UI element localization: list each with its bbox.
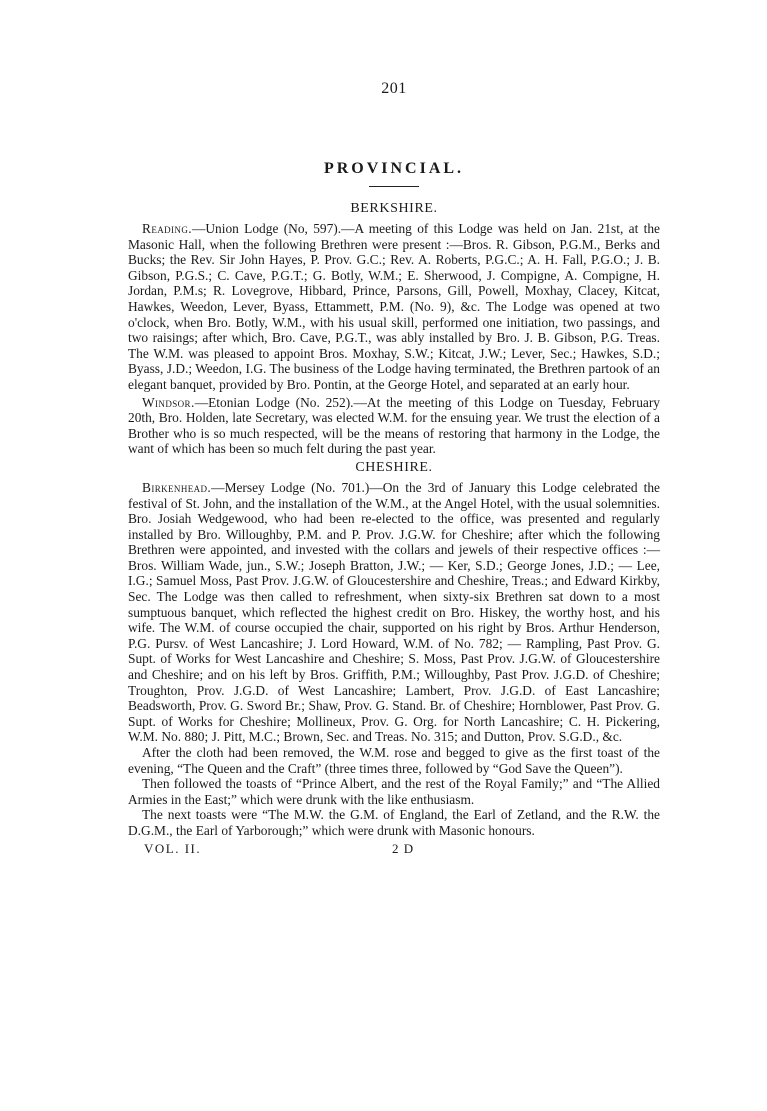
article-paragraph xyxy=(128,221,660,393)
article-paragraph xyxy=(128,395,660,457)
county-heading-berkshire: BERKSHIRE. xyxy=(350,201,438,216)
section-title: PROVINCIAL. xyxy=(323,160,465,177)
county-heading-cheshire: CHESHIRE. xyxy=(355,459,433,475)
article-paragraph xyxy=(128,480,660,745)
paragraph-text: Then followed the toasts of “Prince Albert, and the rest of the Royal Family;” and “The Allied Armies in the East;” which were drunk with the like enthusiasm. xyxy=(128,776,660,807)
article-paragraph xyxy=(128,807,660,838)
place-lead: Birkenhead. xyxy=(142,479,212,495)
title-rule xyxy=(369,186,419,187)
signature-mark: 2 D xyxy=(392,840,415,856)
volume-label: VOL. II. xyxy=(144,840,202,856)
place-lead: Reading. xyxy=(142,221,192,236)
document-page xyxy=(128,70,660,857)
place-lead: Windsor. xyxy=(142,394,195,410)
paragraph-text: —Union Lodge (No, 597).—A meeting of this Lodge was held on Jan. 21st, at the Masonic Hall, when the following Brethren were present :—Bros. R. Gibson, P.G.M., Berks and Bucks; the Rev. Sir John Hayes, P. Prov. G.C.; Rev. A. Roberts, P.G.C.; A. H. Fall, P.G.O.; J. B. Gibson, P.G.S.; C. Cave, P.G.T.; G. Botly, W.M.; E. Sherwood, J. Compigne, A. Compigne, H. Jordan, P.M.s; R. Lovegrove, Hibbard, Prince, Parsons, Gill, Powell, Moxhay, Clacey, Kitcat, Hawkes, Weedon, Lever, Byass, Ettammett, P.M. (No. 9), &c. The Lodge was opened at two o'clock, when Bro. Botly, W.M., with his usual skill, performed one initiation, two passings, and two raisings; after which, Bro. Cave, P.G.T., was ably installed by Bro. J. B. Gibson, P.G. Treas. The W.M. was pleased to appoint Bros. Moxhay, S.W.; Kitcat, J.W.; Lever, Sec.; Hawkes, S.D.; Byass, J.D.; Weedon, I.G. The business of the Lodge having terminated, the Brethren partook of an elegant banquet, provided by Bro. Pontin, at the George Hotel, and separated at an early hour. xyxy=(128,221,660,392)
page-number: 201 xyxy=(381,80,407,97)
paragraph-text: —Etonian Lodge (No. 252).—At the meeting of this Lodge on Tuesday, February 20th, Bro. Holden, late Secretary, was elected W.M. for the ensuing year. We trust the election of a Brother who is so much respected, will be the means of restoring that harmony in the Lodge, the want of which has been so much felt during the past year. xyxy=(128,394,660,457)
paragraph-text: —Mersey Lodge (No. 701.)—On the 3rd of January this Lodge celebrated the festival of St. John, and the installation of the W.M., at the Angel Hotel, with the usual solemnities. Bro. Josiah Wedgewood, who had been re-elected to the office, was presented and regularly installed by Bro. Willoughby, P.M. and P. Prov. J.G.W. for Cheshire; after which the following Brethren were appointed, and invested with the collars and jewels of their respective offices :—Bros. William Wade, jun., S.W.; Joseph Bratton, J.W.; — Ker, S.D.; George Jones, J.D.; — Lee, I.G.; Samuel Moss, Past Prov. J.G.W. of Gloucestershire and Cheshire, Treas.; and Edward Kirkby, Sec. The Lodge was then called to refreshment, when sixty-six Brethren sat down to a most sumptuous banquet, which reflected the highest credit on Bro. Hiskey, the worthy host, and his wife. The W.M. of course occupied the chair, supported on his right by Bros. Arthur Henderson, P.G. Pursv. of West Lancashire; J. Lord Howard, W.M. of No. 782; — Rampling, Past Prov. G. Supt. of Works for West Lancashire and Cheshire; S. Moss, Past Prov. J.G.W. of Gloucestershire and Cheshire; and on his left by Bros. Griffith, P.M.; Willoughby, Past Prov. J.G.D. of Cheshire; Troughton, Prov. J.G.D. of West Lancashire; Lambert, Prov. J.G.D. of East Lancashire; Beadsworth, Prov. G. Sword Br.; Shaw, Prov. G. Stand. Br. of Cheshire; Hornblower, Past Prov. G. Supt. of Works for Cheshire; Mollineux, Prov. G. Org. for North Lancashire; C. H. Pickering, W.M. No. 880; J. Pitt, M.C.; Brown, Sec. and Treas. No. 315; and Dutton, Prov. S.G.D., &c. xyxy=(128,479,660,745)
paragraph-text: The next toasts were “The M.W. the G.M. of England, the Earl of Zetland, and the R.W. the D.G.M., the Earl of Yarborough;” which were drunk with Masonic honours. xyxy=(128,807,660,838)
article-paragraph xyxy=(128,776,660,807)
page-footer xyxy=(128,841,660,857)
paragraph-text: After the cloth had been removed, the W.M. rose and begged to give as the first toast of the evening, “The Queen and the Craft” (three times three, followed by “God Save the Queen”). xyxy=(128,745,660,776)
article-paragraph xyxy=(128,745,660,776)
